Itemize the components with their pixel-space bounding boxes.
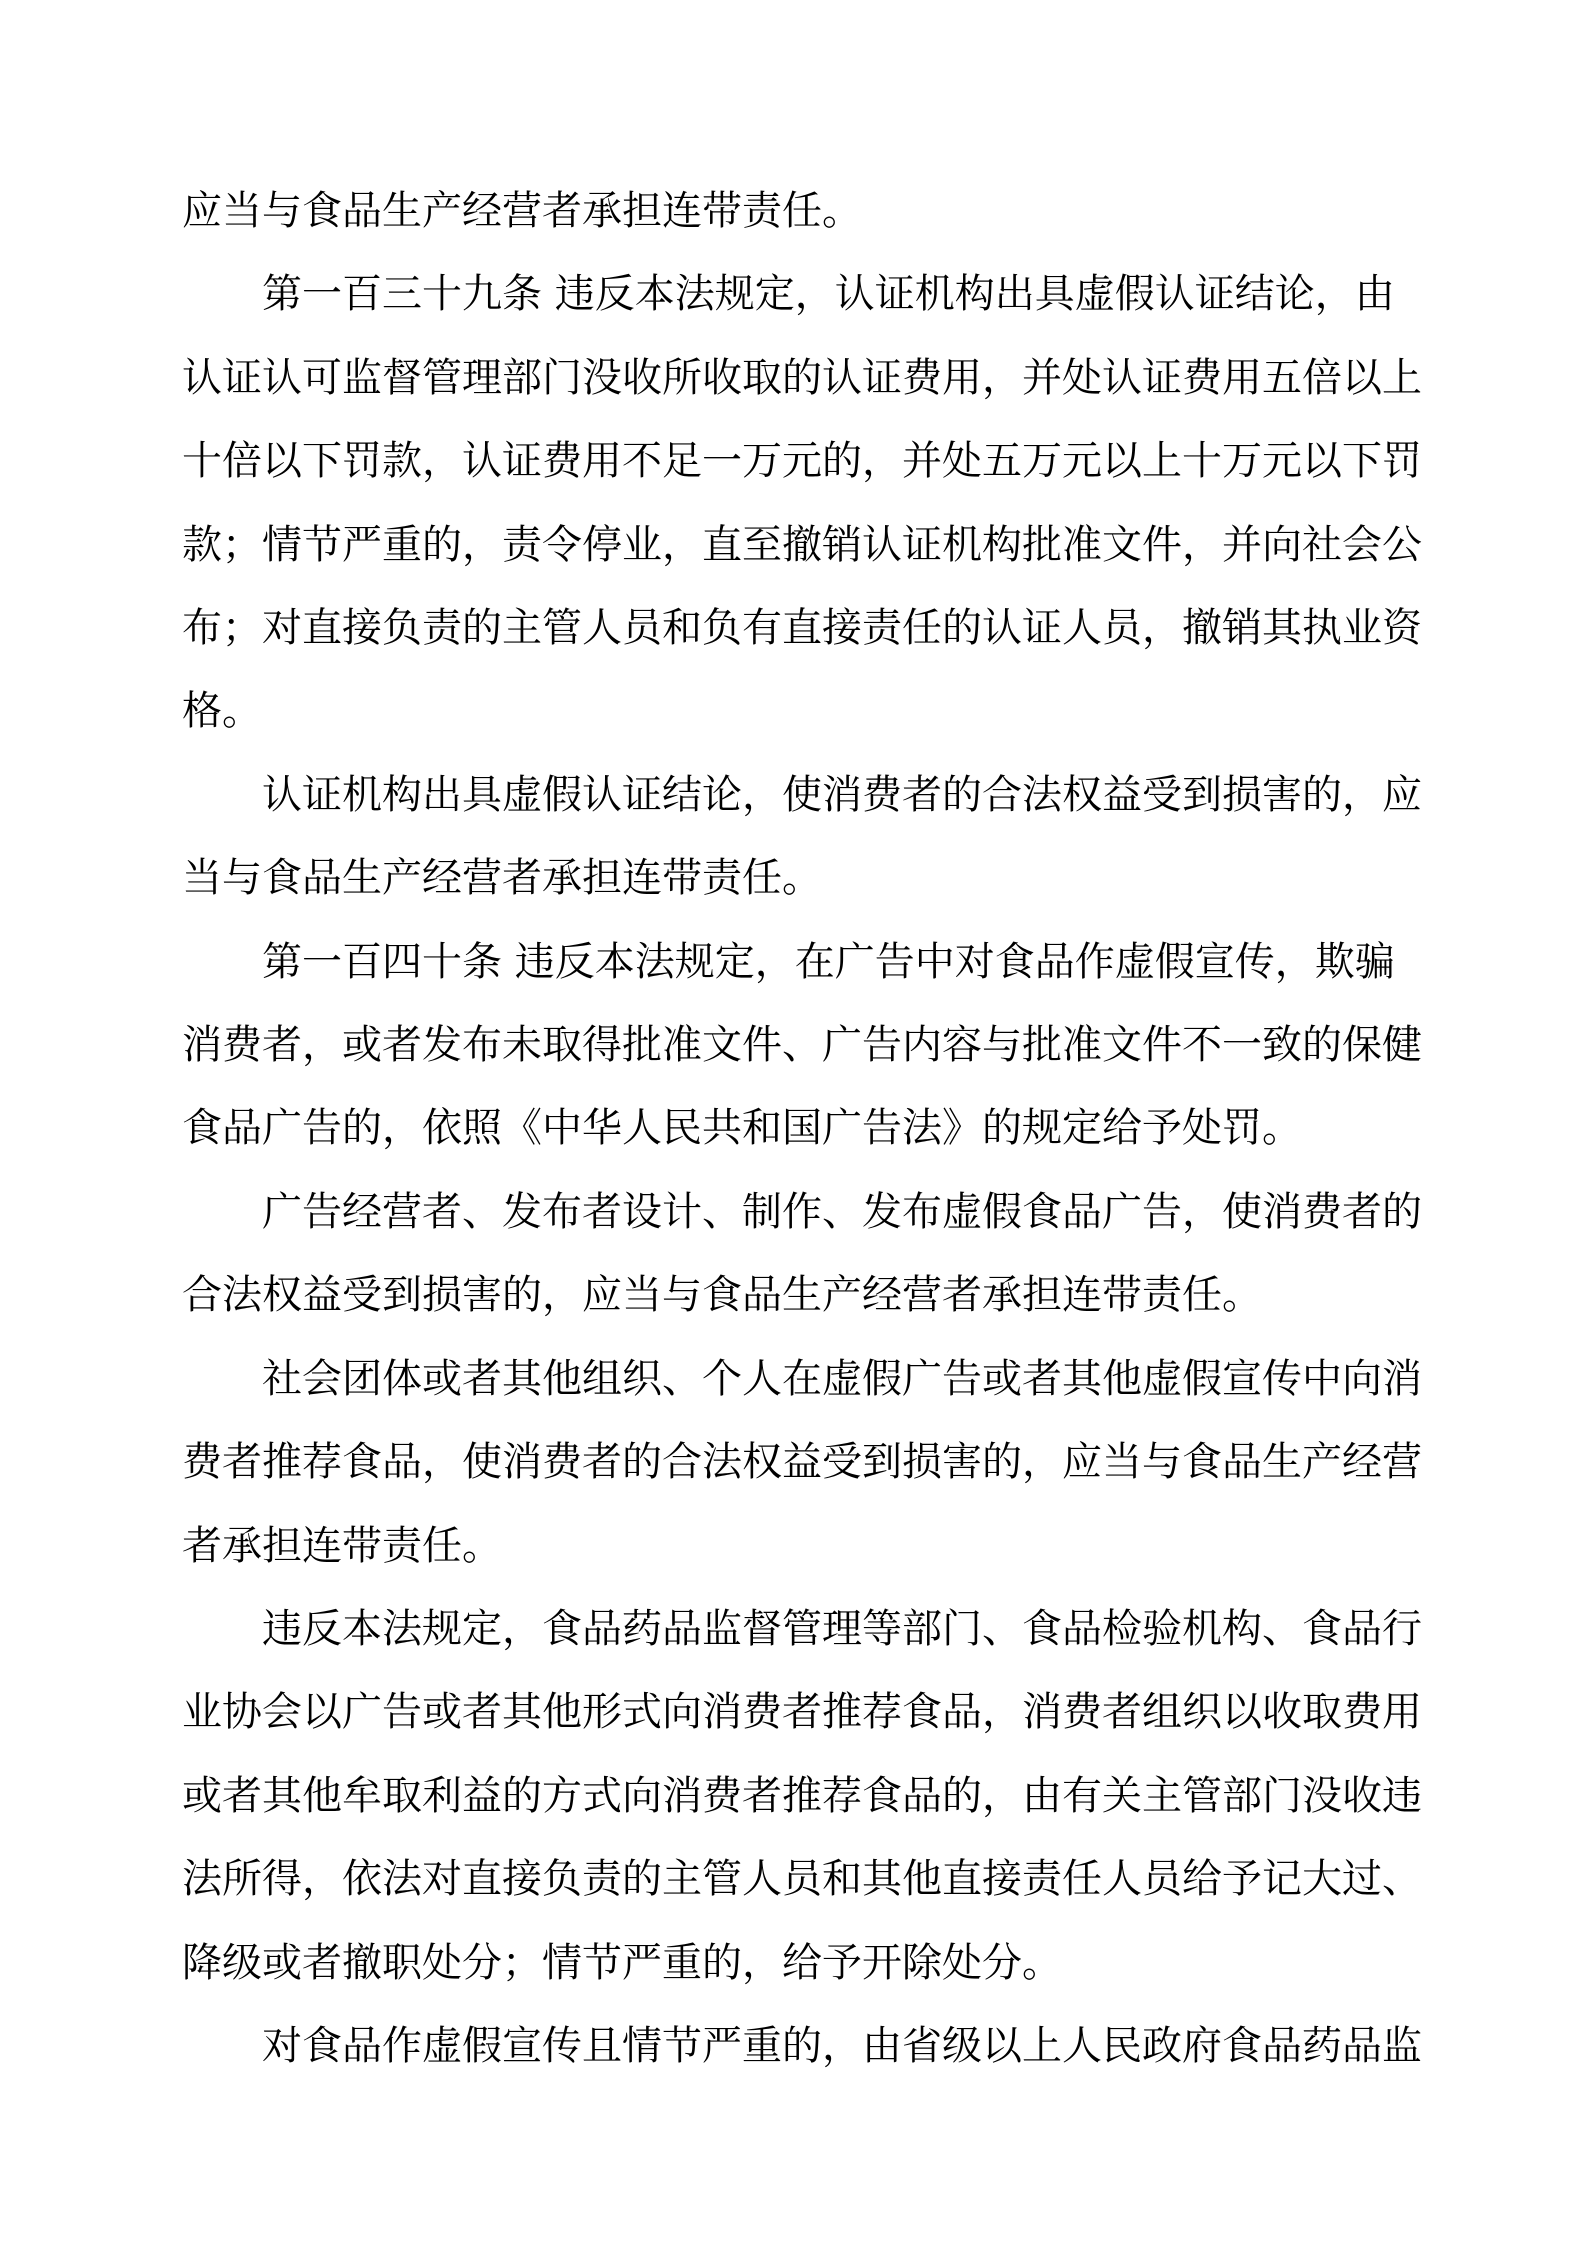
text-line: 广告经营者、发布者设计、制作、发布虚假食品广告，使消费者的 [262,1188,1422,1235]
text-line: 当与食品生产经营者承担连带责任。 [182,855,822,902]
text-line: 应当与食品生产经营者承担连带责任。 [182,188,862,234]
text-line: 违反本法规定，食品药品监督管理等部门、食品检验机构、食品行 [262,1605,1422,1652]
text-line: 法所得，依法对直接负责的主管人员和其他直接责任人员给予记大过、 [182,1856,1422,1903]
text-line: 食品广告的，依照《中华人民共和国广告法》的规定给予处罚。 [182,1105,1302,1152]
text-line: 社会团体或者其他组织、个人在虚假广告或者其他虚假宣传中向消 [262,1355,1422,1402]
text-line: 对食品作虚假宣传且情节严重的，由省级以上人民政府食品药品监 [262,2022,1422,2069]
text-line: 认证认可监督管理部门没收所收取的认证费用，并处认证费用五倍以上 [182,354,1422,401]
text-line: 费者推荐食品，使消费者的合法权益受到损害的，应当与食品生产经营 [182,1439,1422,1486]
text-line-article-139-start: 第一百三十九条 违反本法规定，认证机构出具虚假认证结论，由 [262,271,1395,318]
text-line: 业协会以广告或者其他形式向消费者推荐食品，消费者组织以收取费用 [182,1689,1422,1736]
text-line: 十倍以下罚款，认证费用不足一万元的，并处五万元以上十万元以下罚 [182,438,1422,485]
text-line: 或者其他牟取利益的方式向消费者推荐食品的，由有关主管部门没收违 [182,1772,1422,1819]
text-line: 合法权益受到损害的，应当与食品生产经营者承担连带责任。 [182,1272,1262,1319]
text-line: 认证机构出具虚假认证结论，使消费者的合法权益受到损害的，应 [262,771,1422,818]
text-line: 格。 [182,688,262,735]
text-line: 者承担连带责任。 [182,1522,502,1569]
text-line: 降级或者撤职处分；情节严重的，给予开除处分。 [182,1939,1062,1986]
text-line: 款；情节严重的，责令停业，直至撤销认证机构批准文件，并向社会公 [182,521,1422,568]
text-line-article-140-start: 第一百四十条 违反本法规定，在广告中对食品作虚假宣传，欺骗 [262,938,1395,985]
text-line: 消费者，或者发布未取得批准文件、广告内容与批准文件不一致的保健 [182,1022,1422,1069]
text-line: 布；对直接负责的主管人员和负有直接责任的认证人员，撤销其执业资 [182,605,1422,652]
document-text-block [182,170,1492,2088]
